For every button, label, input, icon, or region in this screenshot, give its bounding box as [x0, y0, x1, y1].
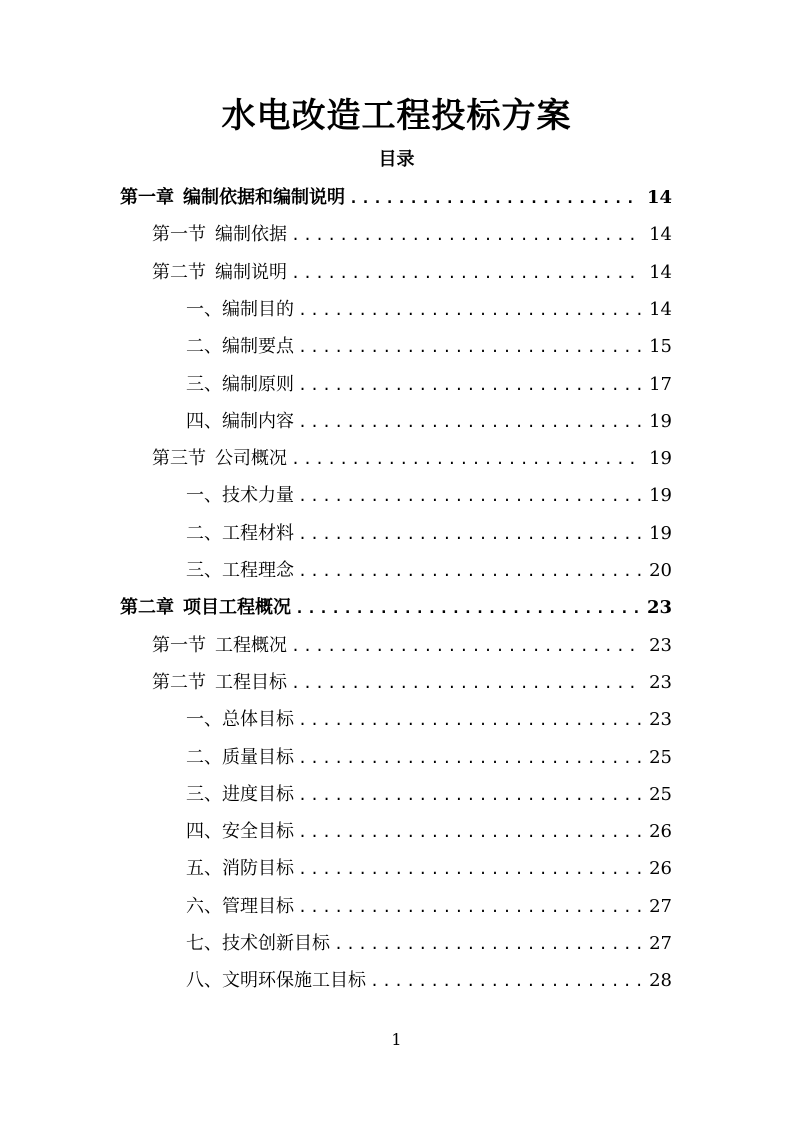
document-title: 水电改造工程投标方案 — [221, 96, 572, 136]
toc-entry-label — [120, 179, 345, 216]
toc-entry[interactable] — [186, 739, 672, 776]
toc-entry-label — [120, 589, 291, 626]
toc-leader-dots — [298, 851, 643, 888]
toc-leader-dots — [334, 926, 643, 963]
toc-entry[interactable] — [186, 850, 672, 887]
toc-entry-text: 五、消防目标 — [186, 858, 294, 880]
toc-entry-number: 第三节 — [152, 448, 206, 470]
toc-entry[interactable] — [120, 179, 672, 216]
toc-entry-page: 23 — [646, 597, 672, 619]
toc-entry-number: 第一节 — [152, 634, 206, 656]
toc-entry-label — [152, 254, 287, 291]
toc-entry-text: 编制依据和编制说明 — [183, 187, 345, 208]
toc-leader-dots — [298, 702, 643, 739]
toc-heading: 目录 — [378, 149, 415, 170]
toc-entry-page: 23 — [649, 709, 672, 731]
toc-entry[interactable] — [186, 328, 672, 365]
toc-entry[interactable] — [152, 627, 672, 664]
toc-entry[interactable] — [186, 291, 672, 328]
toc-entry-page: 19 — [649, 448, 672, 470]
toc-entry-text: 工程目标 — [215, 671, 287, 693]
toc-entry-page: 19 — [649, 485, 672, 507]
toc-entry-text: 四、编制内容 — [186, 410, 294, 432]
toc-entry-label — [186, 403, 294, 440]
toc-entry-page: 17 — [649, 373, 672, 395]
toc-entry-text: 一、编制目的 — [186, 298, 294, 320]
toc-entry-label — [186, 850, 294, 887]
toc-entry[interactable] — [186, 403, 672, 440]
toc-leader-dots — [291, 441, 643, 478]
toc-leader-dots — [298, 777, 643, 814]
toc-entry-number: 第二节 — [152, 671, 206, 693]
toc-leader-dots — [298, 814, 643, 851]
toc-entry-label — [186, 739, 294, 776]
toc-entry-page: 27 — [649, 895, 672, 917]
toc-entry-label — [186, 477, 294, 514]
toc-entry-text: 公司概况 — [215, 448, 287, 470]
toc-entry-page: 28 — [649, 970, 672, 992]
toc-entry-label — [186, 888, 294, 925]
toc-entry[interactable] — [152, 254, 672, 291]
toc-leader-dots — [298, 478, 643, 515]
toc-leader-dots — [370, 963, 643, 1000]
toc-entry-label — [186, 701, 294, 738]
toc-entry-page: 15 — [649, 336, 672, 358]
toc-entry-page: 23 — [649, 671, 672, 693]
toc-leader-dots — [298, 889, 643, 926]
toc-entry-label — [186, 515, 294, 552]
toc-entry-text: 工程概况 — [215, 634, 287, 656]
toc-entry-text: 六、管理目标 — [186, 895, 294, 917]
toc-leader-dots — [349, 180, 641, 217]
toc-entry[interactable] — [152, 664, 672, 701]
toc-entry-label — [186, 776, 294, 813]
toc-entry-number: 第二节 — [152, 261, 206, 283]
toc-entry-label — [186, 552, 294, 589]
toc-entry-text: 二、编制要点 — [186, 336, 294, 358]
toc-entry[interactable] — [152, 440, 672, 477]
toc-entry-page: 27 — [649, 933, 672, 954]
toc-leader-dots — [298, 553, 643, 590]
toc-leader-dots — [291, 217, 643, 254]
toc-leader-dots — [298, 516, 643, 553]
toc-leader-dots — [291, 255, 643, 292]
toc-entry-page: 26 — [649, 821, 672, 843]
toc-entry-page: 14 — [649, 261, 672, 283]
toc-entry-text: 二、质量目标 — [186, 746, 294, 768]
toc-entry-text: 三、进度目标 — [186, 783, 294, 805]
toc-leader-dots — [298, 740, 643, 777]
toc-entry-label — [186, 328, 294, 365]
toc-entry[interactable] — [186, 515, 672, 552]
toc-entry-text: 编制说明 — [215, 261, 287, 283]
toc-entry-label — [152, 627, 287, 664]
toc-entry-text: 二、工程材料 — [186, 522, 294, 544]
toc-leader-dots — [295, 590, 641, 627]
toc-entry[interactable] — [186, 552, 672, 589]
toc-entry-label — [186, 366, 294, 403]
toc-leader-dots — [291, 628, 643, 665]
toc-entry-label — [152, 216, 287, 253]
toc-entry-text: 三、工程理念 — [186, 560, 294, 581]
toc-entry-page: 23 — [649, 634, 672, 656]
toc-entry[interactable] — [186, 776, 672, 813]
toc-entry-text: 一、技术力量 — [186, 485, 294, 507]
toc-entry[interactable] — [186, 477, 672, 514]
toc-entry-page: 19 — [649, 522, 672, 544]
toc-entry-page: 14 — [646, 187, 672, 208]
toc-entry-text: 三、编制原则 — [186, 373, 294, 395]
toc-entry-label — [152, 440, 287, 477]
toc-entry-page: 25 — [649, 783, 672, 805]
toc-entry-page: 25 — [649, 746, 672, 768]
toc-entry-page: 14 — [649, 224, 672, 246]
toc-entry-label — [186, 925, 330, 962]
page-number: 1 — [391, 1030, 402, 1049]
toc-entry-text: 项目工程概况 — [183, 597, 291, 619]
toc-entry-text: 一、总体目标 — [186, 709, 294, 731]
toc-leader-dots — [298, 367, 643, 404]
toc-entry[interactable] — [186, 962, 672, 999]
toc-entry[interactable] — [186, 925, 672, 962]
toc-entry-label — [186, 962, 366, 999]
toc-entry-page: 19 — [649, 410, 672, 432]
toc-entry-page: 14 — [649, 298, 672, 320]
toc-leader-dots — [298, 404, 643, 441]
toc-entry[interactable] — [186, 366, 672, 403]
toc-entry-text: 七、技术创新目标 — [186, 933, 330, 954]
toc-entry-text: 编制依据 — [215, 224, 287, 246]
toc-entry-label — [186, 813, 294, 850]
toc-entry[interactable] — [186, 813, 672, 850]
toc-entry-page: 20 — [649, 560, 672, 581]
toc-leader-dots — [298, 329, 643, 366]
toc-leader-dots — [291, 665, 643, 702]
toc-entry-text: 四、安全目标 — [186, 821, 294, 843]
toc-entry-label — [152, 664, 287, 701]
toc-entry[interactable] — [120, 589, 672, 626]
toc-leader-dots — [298, 292, 643, 329]
toc-entry-label — [186, 291, 294, 328]
toc-entry[interactable] — [186, 701, 672, 738]
toc-entry-number: 第一章 — [120, 187, 174, 208]
toc-entry-page: 26 — [649, 858, 672, 880]
toc-entry-number: 第二章 — [120, 597, 174, 619]
toc-entry[interactable] — [152, 216, 672, 253]
toc-entry[interactable] — [186, 888, 672, 925]
toc-entry-number: 第一节 — [152, 224, 206, 246]
toc-entry-text: 八、文明环保施工目标 — [186, 970, 366, 992]
